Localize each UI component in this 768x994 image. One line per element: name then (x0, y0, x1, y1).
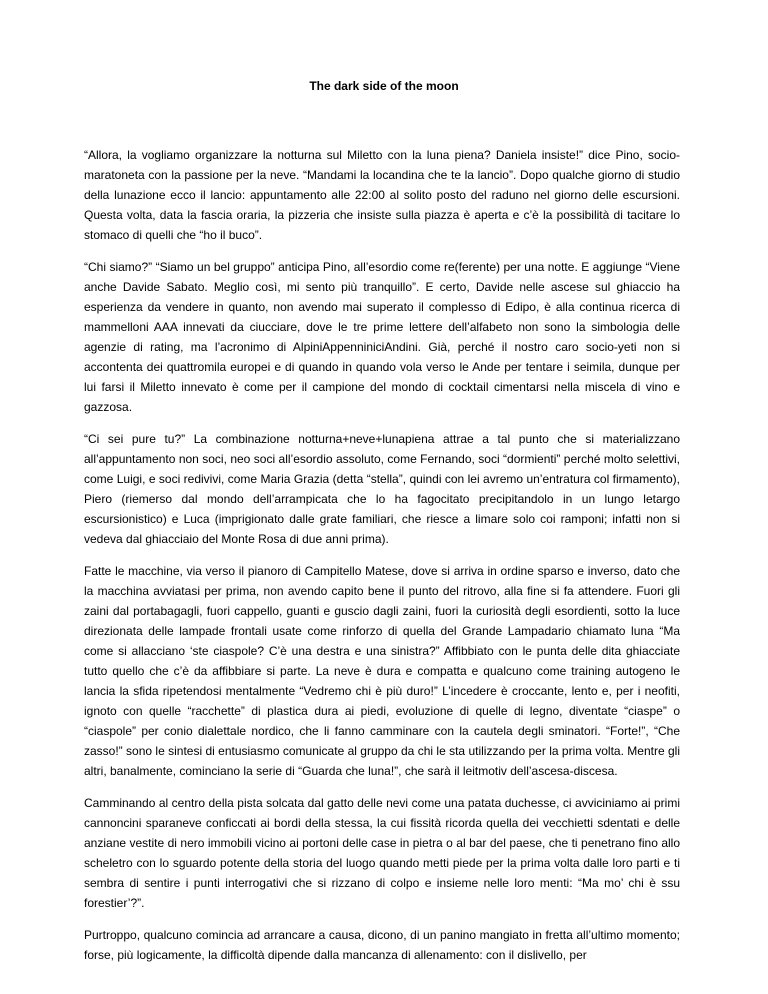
paragraph-4: Fatte le macchine, via verso il pianoro di Campitello Matese, dove si arriva in ordine sparso e inverso, dato che la macchina avviatasi per prima, non avendo capito bene il punto del ritrovo, alla fine si fa attendere. Fuori gli zaini dal portabagagli, fuori cappello, guanti e guscio dagli zaini, fuori la curiosità degli esordienti, sotto la luce direzionata delle lampade frontali usate come rinforzo di quella del Grande Lampadario chiamato luna “Ma come si allacciano ‘ste ciaspole? C’è una destra e una sinistra?” Affibbiato con le punta delle dita ghiacciate tutto quello che c’è da affibbiare si parte. La neve è dura e compatta e qualcuno come training autogeno le lancia la sfida ripetendosi mentalmente “Vedremo chi è più duro!” L’incedere è croccante, lento e, per i neofiti, ignoto con quelle “racchette” di plastica dura ai piedi, evoluzione di quelle di legno, diventate “ciaspe” o “ciaspole” per conio dialettale nordico, che li fanno camminare con la cautela degli sminatori. “Forte!”, “Che zasso!” sono le sintesi di entusiasmo comunicate al gruppo da chi le sta utilizzando per la prima volta. Mentre gli altri, banalmente, cominciano la serie di “Guarda che luna!”, che sarà il leitmotiv dell’ascesa-discesa. (84, 564, 680, 778)
document-title: The dark side of the moon (309, 79, 459, 93)
paragraph-2: “Chi siamo?” “Siamo un bel gruppo” anticipa Pino, all’esordio come re(ferente) per una notte. E aggiunge “Viene anche Davide Sabato. Meglio così, mi sento più tranquillo”. E certo, Davide nelle ascese sul ghiaccio ha esperienza da vendere in quanto, non avendo mai superato il complesso di Edipo, è alla continua ricerca di mammelloni AAA innevati da ciucciare, dove le tre prime lettere dell’alfabeto non sono la simbologia delle agenzie di rating, ma l’acronimo di AlpiniAppenniniciAndini. Già, perché il nostro caro socio-yeti non si accontenta dei quattromila europei e di quando in quando vola verso le Ande per tentare i seimila, dunque per lui farsi il Miletto innevato è come per il campione del mondo di cocktail cimentarsi nella miscela di vino e gazzosa. (84, 260, 680, 414)
paragraph-6: Purtroppo, qualcuno comincia ad arrancare a causa, dicono, di un panino mangiato in fretta all’ultimo momento; forse, più logicamente, la difficoltà dipende dalla mancanza di allenamento: con il dislivello, per (84, 928, 680, 962)
paragraph-1: “Allora, la vogliamo organizzare la notturna sul Miletto con la luna piena? Daniela insiste!” dice Pino, socio-maratoneta con la passione per la neve. “Mandami la locandina che te la lancio”. Dopo qualche giorno di studio della lunazione ecco il lancio: appuntamento alle 22:00 al solito posto del raduno nel giorno delle escursioni. Questa volta, data la fascia oraria, la pizzeria che insiste sulla piazza è aperta e c’è la possibilità di tacitare lo stomaco di quelli che “ho il buco”. (84, 148, 680, 242)
paragraph-3: “Ci sei pure tu?” La combinazione notturna+neve+lunapiena attrae a tal punto che si materializzano all’appuntamento non soci, neo soci all’esordio assoluto, come Fernando, soci “dormienti” perché molto selettivi, come Luigi, e soci redivivi, come Maria Grazia (detta “stella”, quindi con lei avremo un’entratura col firmamento), Piero (riemerso dal mondo dell’arrampicata che lo ha fagocitato precipitandolo in un lungo letargo escursionistico) e Luca (imprigionato dalle grate familiari, che riesce a limare solo coi ramponi; infatti non si vedeva dal ghiacciaio del Monte Rosa di due anni prima). (84, 432, 680, 546)
paragraph-5: Camminando al centro della pista solcata dal gatto delle nevi come una patata duchesse, ci avviciniamo ai primi cannoncini sparaneve conficcati ai bordi della stessa, la cui fissità ricorda quella dei vecchietti sdentati e delle anziane vestite di nero immobili vicino ai portoni delle case in pietra o al bar del paese, che ti penetrano fino allo scheletro con lo sguardo potente della storia del luogo quando metti piede per la prima volta dalle loro parti e ti sembra di sentire i punti interrogativi che si rizzano di colpo e insieme nelle loro menti: “Ma mo’ chi è ssu forestier’?”. (84, 796, 680, 910)
document-body (84, 145, 680, 977)
